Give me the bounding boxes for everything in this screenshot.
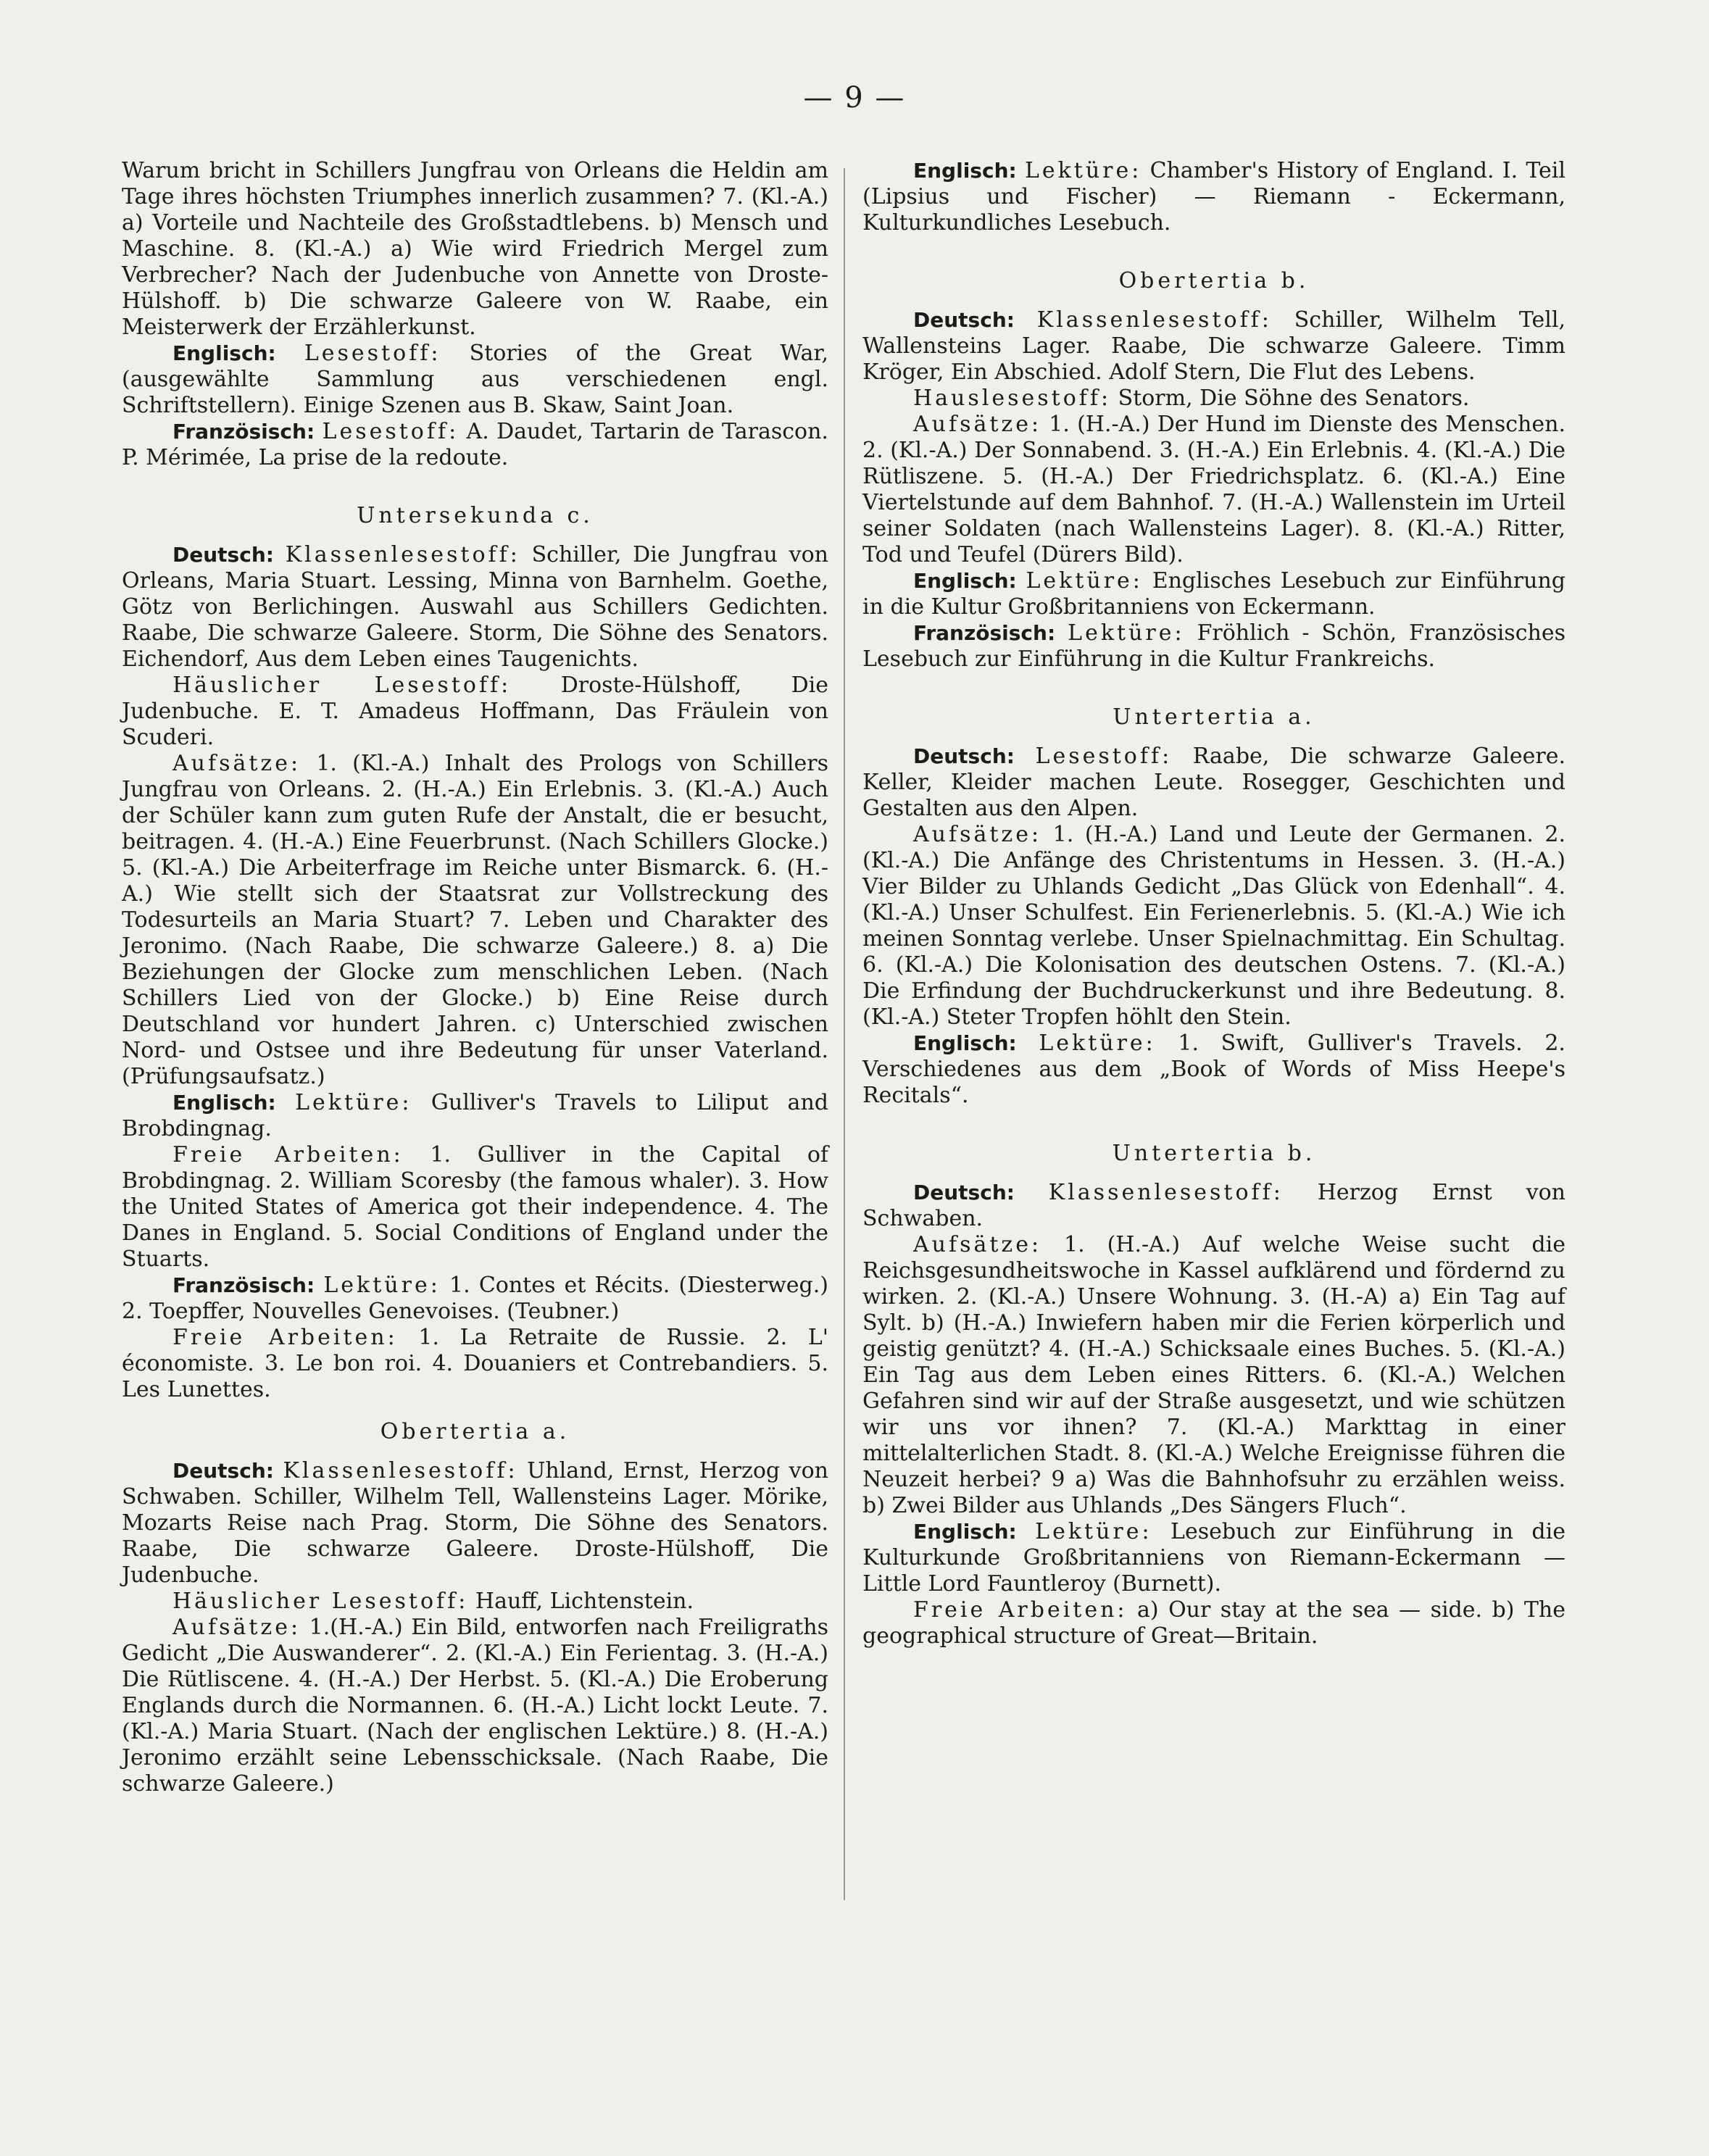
subject-label: Englisch:: [172, 341, 276, 365]
paragraph-deutsch: [122, 542, 828, 673]
category-label: Hauslesestoff:: [913, 386, 1112, 411]
category-label: Freie Arbeiten:: [172, 1325, 398, 1350]
category-label: Lektüre:: [1039, 1031, 1156, 1056]
paragraph-text: Raabe, Die schwarze Galeere. Keller, Kleider machen Leute. Rosegger, Geschichten und Gestalten aus den Alpen.: [862, 744, 1565, 821]
paragraph-deutsch: [122, 1458, 828, 1589]
paragraph-freie-arbeiten: [862, 1597, 1565, 1649]
subject-label: Englisch:: [172, 1091, 276, 1115]
paragraph-text: Hauff, Lichtenstein.: [475, 1589, 694, 1614]
paragraph-aufsaetze: [122, 751, 828, 1090]
column-divider: [844, 168, 845, 1900]
paragraph-text: Lesebuch zur Einführung in die Kulturkunde Großbritanniens von Riemann-Eckermann — Little Lord Fauntleroy (Burnett).: [862, 1519, 1565, 1597]
paragraph-text: 1. La Retraite de Russie. 2. L' économiste. 3. Le bon roi. 4. Douaniers et Contrebandiers. 5. Les Lunettes.: [122, 1325, 829, 1402]
paragraph-freie-arbeiten: [122, 1142, 828, 1273]
paragraph-text: A. Daudet, Tartarin de Tarascon. P. Mérimée, La prise de la redoute.: [122, 419, 828, 470]
category-label: Aufsätze:: [913, 412, 1042, 437]
paragraph-aufsaetze: [122, 1615, 828, 1797]
paragraph-text: a) Our stay at the sea — side. b) The geographical structure of Great—Britain.: [862, 1597, 1565, 1649]
paragraph-englisch: [862, 1519, 1565, 1597]
paragraph-text: Uhland, Ernst, Herzog von Schwaben. Schiller, Wilhelm Tell, Wallensteins Lager. Mörike, Mozarts Reise nach Prag. Storm, Die Söhne des Senators. Raabe, Die schwarze Galeere. Droste-Hülshoff, Die Judenbuche.: [122, 1458, 828, 1588]
subject-label: Deutsch:: [172, 1459, 274, 1483]
right-column: [862, 158, 1565, 1649]
paragraph-englisch: [862, 1031, 1565, 1109]
paragraph-text: 1. (H.-A.) Der Hund im Dienste des Menschen. 2. (Kl.-A.) Der Sonnabend. 3. (H.-A.) Ein Erlebnis. 4. (Kl.-A.) Die Rütliszene. 5. (H.-A.) Der Friedrichsplatz. 6. (Kl.-A.) Eine Viertelstunde auf dem Bahnhof. 7. (H.-A.) Wallenstein im Urteil seiner Soldaten (nach Wallensteins Lager). 8. (Kl.-A.) Ritter, Tod und Teufel (Dürers Bild).: [862, 412, 1565, 567]
paragraph-text: 1.(H.-A.) Ein Bild, entworfen nach Freiligraths Gedicht „Die Auswanderer“. 2. (Kl.-A.) Ein Ferientag. 3. (H.-A.) Die Rütliscene. 4. (H.-A.) Der Herbst. 5. (Kl.-A.) Die Eroberung Englands durch die Normannen. 6. (H.-A.) Licht lockt Leute. 7. (Kl.-A.) Maria Stuart. (Nach der englischen Lektüre.) 8. (H.-A.) Jeronimo erzählt seine Lebensschicksale. (Nach Raabe, Die schwarze Galeere.): [122, 1615, 828, 1797]
subject-label: Deutsch:: [913, 1181, 1015, 1204]
paragraph-text: Gulliver's Travels to Liliput and Brobdingnag.: [122, 1090, 828, 1141]
subject-label: Englisch:: [913, 159, 1017, 183]
category-label: Lesestoff:: [304, 341, 441, 366]
category-label: Aufsätze:: [913, 1232, 1042, 1257]
paragraph-text: Stories of the Great War, (ausgewählte Sammlung aus verschiedenen engl. Schriftstellern). Einige Szenen aus B. Skaw, Saint Joan.: [122, 341, 828, 418]
category-label: Lektüre:: [323, 1273, 441, 1298]
paragraph-hauslesestoff: [122, 1589, 828, 1615]
subject-label: Französisch:: [172, 1273, 315, 1297]
subject-label: Französisch:: [172, 420, 315, 444]
category-label: Klassenlesestoff:: [283, 1458, 518, 1483]
paragraph-aufsaetze: [862, 412, 1565, 568]
paragraph-englisch: [862, 158, 1565, 236]
subject-label: Deutsch:: [913, 744, 1015, 768]
paragraph-text: 1. Contes et Récits. (Diesterweg.) 2. Toepffer, Nouvelles Genevoises. (Teubner.): [122, 1273, 829, 1324]
paragraph-text: 1. Swift, Gulliver's Travels. 2. Verschiedenes aus dem „Book of Words of Miss Heepe's Recitals“.: [862, 1031, 1565, 1108]
category-label: Lektüre:: [1035, 1519, 1152, 1544]
category-label: Aufsätze:: [172, 751, 302, 776]
paragraph-deutsch: [862, 307, 1565, 386]
paragraph-englisch: [862, 568, 1565, 620]
subject-label: Französisch:: [913, 621, 1056, 645]
paragraph-hauslesestoff: [862, 386, 1565, 412]
paragraph-englisch: [122, 341, 828, 419]
paragraph-englisch: [122, 1090, 828, 1142]
paragraph-text: Englisches Lesebuch zur Einführung in die Kultur Großbritanniens von Eckermann.: [862, 568, 1565, 620]
paragraph-text: Storm, Die Söhne des Senators.: [1118, 386, 1470, 411]
paragraph-text: Schiller, Die Jungfrau von Orleans, Maria Stuart. Lessing, Minna von Barnhelm. Goethe, Götz von Berlichingen. Auswahl aus Schillers Gedichten. Raabe, Die schwarze Galeere. Storm, Die Söhne des Senators. Eichendorf, Aus dem Leben eines Taugenichts.: [122, 542, 828, 672]
category-label: Lektüre:: [1068, 620, 1185, 646]
category-label: Klassenlesestoff:: [1048, 1180, 1284, 1205]
paragraph-text: 1. (Kl.-A.) Inhalt des Prologs von Schillers Jungfrau von Orleans. 2. (H.-A.) Ein Erlebnis. 3. (Kl.-A.) Auch der Schüler kann zum guten Rufe der Anstalt, die er besucht, beitragen. 4. (H.-A.) Eine Feuerbrunst. (Nach Schillers Glocke.) 5. (Kl.-A.) Die Arbeiterfrage im Reiche unter Bismarck. 6. (H.-A.) Wie stellt sich der Staatsrat zur Vollstreckung des Todesurteils an Maria Stuart? 7. Leben und Charakter des Jeronimo. (Nach Raabe, Die schwarze Galeere.) 8. a) Die Beziehungen der Glocke zum menschlichen Leben. (Nach Schillers Lied von der Glocke.) b) Eine Reise durch Deutschland vor hundert Jahren. c) Unterschied zwischen Nord- und Ostsee und ihre Bedeutung für unser Vaterland. (Prüfungsaufsatz.): [122, 751, 828, 1089]
category-label: Lektüre:: [1026, 568, 1143, 594]
paragraph-text: 1. (H.-A.) Land und Leute der Germanen. 2. (Kl.-A.) Die Anfänge des Christentums in Hessen. 3. (H.-A.) Vier Bilder zu Uhlands Gedicht „Das Glück von Edenhall“. 4. (Kl.-A.) Unser Schulfest. Ein Ferienerlebnis. 5. (Kl.-A.) Wie ich meinen Sonntag verlebe. Unser Spielnachmittag. Ein Schultag. 6. (Kl.-A.) Die Kolonisation des deutschen Ostens. 7. (Kl.-A.) Die Erfindung der Buchdruckerkunst und ihre Bedeutung. 8. (Kl.-A.) Steter Tropfen höhlt den Stein.: [862, 822, 1565, 1030]
category-label: Klassenlesestoff:: [1036, 307, 1272, 333]
section-title-untersekunda-c: Untersekunda c.: [357, 503, 594, 528]
page-number: — 9 —: [803, 81, 906, 115]
subject-label: Englisch:: [913, 1031, 1017, 1055]
category-label: Freie Arbeiten:: [913, 1597, 1128, 1623]
paragraph-text: 1. (H.-A.) Auf welche Weise sucht die Reichsgesundheitswoche in Kassel aufklärend und fördernd zu wirken. 2. (Kl.-A.) Unsere Wohnung. 3. (H.-A) a) Ein Tag auf Sylt. b) (H.-A.) Inwiefern haben mir die Ferien körperlich und geistig genützt? 4. (H.-A.) Schicksaale eines Buches. 5. (Kl.-A.) Ein Tag aus dem Leben eines Ritters. 6. (Kl.-A.) Welchen Gefahren sind wir auf der Straße ausgesetzt, und wie schützen wir uns vor ihnen? 7. (Kl.-A.) Markttag in einer mittelalterlichen Stadt. 8. (Kl.-A.) Welche Ereignisse führen die Neuzeit herbei? 9 a) Was die Bahnhofsuhr zu erzählen weiss. b) Zwei Bilder aus Uhlands „Des Sängers Fluch“.: [862, 1232, 1565, 1518]
paragraph-text: 1. Gulliver in the Capital of Brobdingnag. 2. William Scoresby (the famous whaler). 3. How the United States of America got their independence. 4. The Danes in England. 5. Social Conditions of England under the Stuarts.: [122, 1142, 828, 1272]
category-label: Lesestoff:: [1035, 744, 1173, 769]
category-label: Aufsätze:: [172, 1615, 302, 1640]
subject-label: Englisch:: [913, 569, 1017, 593]
paragraph-aufsaetze: [862, 1232, 1565, 1519]
paragraph-text: Schiller, Wilhelm Tell, Wallensteins Lager. Raabe, Die schwarze Galeere. Timm Kröger, Ein Abschied. Adolf Stern, Die Flut des Lebens.: [862, 307, 1565, 385]
paragraph-hauslesestoff: [122, 673, 828, 751]
paragraph-text: Chamber's History of England. I. Teil (Lipsius und Fischer) — Riemann - Eckermann, Kulturkundliches Lesebuch.: [862, 158, 1565, 236]
section-title-untertertia-b: Untertertia b.: [1112, 1141, 1316, 1166]
paragraph-opening: Warum bricht in Schillers Jungfrau von Orleans die Heldin am Tage ihres höchsten Triumphes innerlich zusammen? 7. (Kl.-A.) a) Vorteile und Nachteile des Großstadtlebens. b) Mensch und Maschine. 8. (Kl.-A.) a) Wie wird Friedrich Mergel zum Verbrecher? Nach der Judenbuche von Annette von Droste-Hülshoff. b) Die schwarze Galeere von W. Raabe, ein Meisterwerk der Erzählerkunst.: [122, 158, 828, 340]
subject-label: Deutsch:: [172, 543, 274, 567]
paragraph-franzoesisch: [122, 419, 828, 471]
paragraph-aufsaetze: [862, 822, 1565, 1031]
paragraph-franzoesisch: [122, 1273, 828, 1325]
category-label: Häuslicher Lesestoff:: [172, 1589, 469, 1614]
category-label: Freie Arbeiten:: [172, 1142, 404, 1168]
paragraph-freie-arbeiten: [122, 1325, 828, 1403]
category-label: Lektüre:: [295, 1090, 412, 1115]
paragraph-deutsch: [862, 1180, 1565, 1232]
paragraph-text: Droste-Hülshoff, Die Judenbuche. E. T. Amadeus Hoffmann, Das Fräulein von Scuderi.: [122, 673, 828, 750]
paragraph-text: Herzog Ernst von Schwaben.: [862, 1180, 1566, 1231]
section-title-untertertia-a: Untertertia a.: [1113, 704, 1315, 730]
subject-label: Deutsch:: [913, 308, 1015, 332]
section-title-obertertia-b: Obertertia b.: [1118, 268, 1310, 294]
paragraph-text: Fröhlich - Schön, Französisches Lesebuch zur Einführung in die Kultur Frankreichs.: [862, 620, 1565, 672]
category-label: Aufsätze:: [913, 822, 1042, 847]
category-label: Klassenlesestoff:: [285, 542, 520, 567]
category-label: Häuslicher Lesestoff:: [172, 673, 512, 698]
section-title-obertertia-a: Obertertia a.: [380, 1419, 570, 1444]
subject-label: Englisch:: [913, 1520, 1017, 1544]
paragraph-deutsch: [862, 744, 1565, 822]
left-column: [122, 158, 828, 1797]
category-label: Lektüre:: [1024, 158, 1142, 183]
category-label: Lesestoff:: [322, 419, 460, 444]
paragraph-franzoesisch: [862, 620, 1565, 673]
